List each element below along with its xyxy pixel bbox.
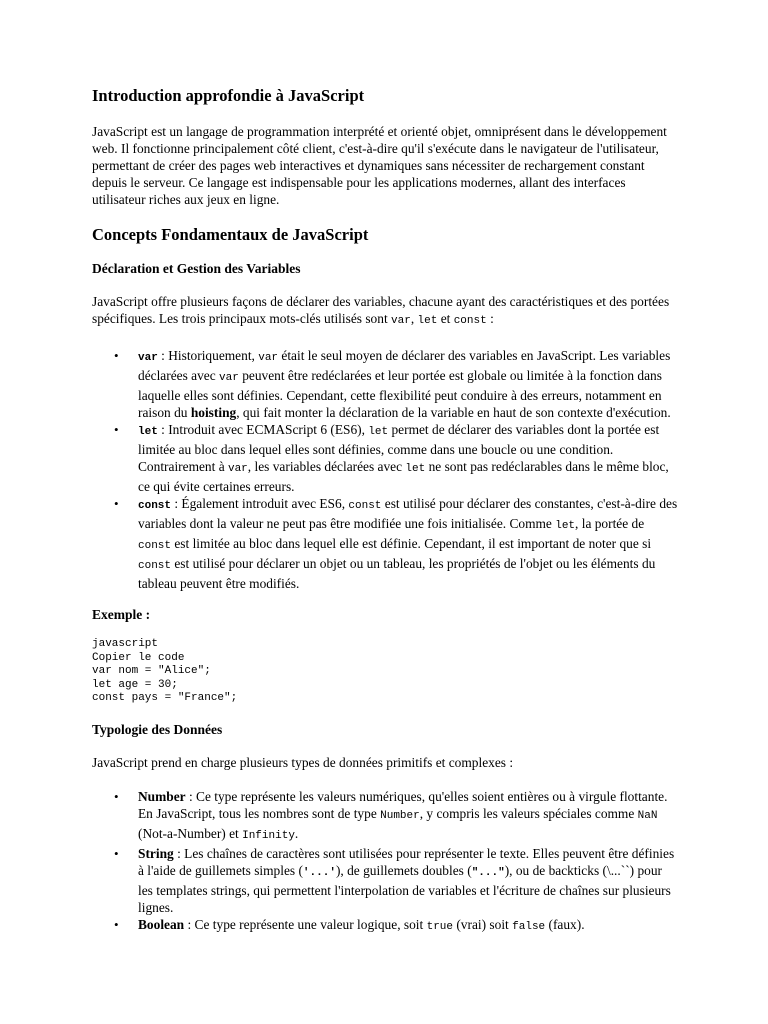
- var-item-text: : Historiquement,: [157, 348, 259, 363]
- code-line: const pays = "France";: [92, 692, 238, 704]
- number-item-text: (Not-a-Number) et: [138, 825, 243, 841]
- list-keyword-const: const: [138, 500, 172, 512]
- hoisting-term: hoisting: [190, 405, 237, 420]
- variables-keyword-list: [92, 347, 680, 592]
- inline-code-nan: NaN: [637, 809, 658, 822]
- inline-code-false: false: [512, 920, 546, 933]
- colon-end: :: [486, 311, 494, 326]
- type-label-string: String: [138, 845, 174, 861]
- inline-code-var: var: [227, 463, 248, 475]
- const-item-text: : Également introduit avec ES6,: [171, 496, 349, 511]
- inline-code-var: var: [258, 352, 279, 364]
- intro-paragraph: JavaScript est un langage de programmation interprété et orienté objet, omniprésent dans le développement web. Il fonctionne principalement côté client, c'est-à-dire qu'il s'exécute dans le navigateur de l'utilisateur, permettant de créer des pages web interactives et dynamiques sans nécessiter de rechargement constant depuis le serveur. Ce langage est indispensable pour les applications modernes, allant des interfaces utilisateur riches aux jeux en ligne.: [92, 124, 667, 207]
- list-item-var: [138, 347, 680, 421]
- number-item-text: : Ce type représente les valeurs numériques, qu'elles soient entières ou à virgule flottante. En JavaScript, tous les nombres sont de type: [138, 788, 668, 821]
- subsection-title-variables: Déclaration et Gestion des Variables: [92, 261, 301, 276]
- number-item-text: , y compris les valeurs spéciales comme: [419, 805, 638, 821]
- copy-code-label[interactable]: Copier le code: [92, 651, 185, 664]
- string-item-text: ), ou de backticks (: [504, 862, 607, 878]
- const-item-text: est utilisé pour déclarer des constantes, c'est-à-dire des variables dont la valeur ne peut pas être modifiée une fois initialisée. Comme: [138, 496, 678, 531]
- inline-code-double-quotes: "...": [471, 866, 505, 879]
- list-item-let: [138, 421, 680, 495]
- string-item-text: ) pour les templates strings, qui permettent l'interpolation de variables et l'écriture de chaînes sur plusieurs lignes.: [138, 862, 671, 915]
- subsection-title-types: Typologie des Données: [92, 721, 223, 737]
- list-item-boolean: [138, 916, 680, 936]
- let-item-text: permet de déclarer des variables dont la portée est limitée au bloc dans lequel elles sont définies, comme dans une boucle ou une condition. Contrairement à: [138, 422, 660, 474]
- type-label-boolean: Boolean: [138, 916, 185, 932]
- list-item-number: [138, 788, 680, 845]
- string-item-text: ), de guillemets doubles (: [335, 862, 472, 878]
- code-line: javascript: [92, 638, 159, 650]
- inline-code-var: var: [219, 372, 239, 384]
- boolean-item-text: (faux).: [545, 916, 585, 932]
- inline-code-true: true: [426, 920, 453, 933]
- let-item-text: ne sont pas redéclarables dans le même bloc, ce qui évite certaines erreurs.: [138, 459, 669, 494]
- code-line: let age = 30;: [92, 678, 178, 691]
- let-item-text: , les variables déclarées avec: [247, 459, 406, 474]
- const-item-text: est limitée au bloc dans lequel elle est définie. Cependant, il est important de noter que si: [171, 536, 652, 551]
- const-item-text: , la portée de: [575, 516, 645, 531]
- type-label-number: Number: [138, 788, 186, 804]
- variables-intro-paragraph: [92, 293, 680, 330]
- data-types-list: [92, 788, 680, 936]
- inline-code-let: let: [405, 463, 426, 475]
- list-keyword-var: var: [138, 352, 158, 364]
- list-keyword-let: let: [138, 426, 158, 438]
- keyword-var: var: [391, 315, 411, 327]
- let-item-text: : Introduit avec ECMAScript 6 (ES6),: [157, 422, 369, 437]
- keyword-const: const: [453, 315, 487, 327]
- inline-code-number: Number: [380, 809, 420, 822]
- inline-code-single-quotes: '...': [302, 866, 336, 879]
- var-item-text: peuvent être redéclarées et leur portée est globale ou limitée à la fonction dans laquelle elles sont définies. Cependant, cette flexibilité peut conduire à des erreurs, notamment en raison du: [138, 368, 662, 420]
- inline-code-const: const: [138, 540, 172, 552]
- inline-code-let: let: [555, 520, 576, 532]
- inline-code-const: const: [138, 560, 172, 572]
- inline-code-const: const: [348, 500, 382, 512]
- code-example[interactable]: [92, 638, 680, 706]
- var-item-text: , qui fait monter la déclaration de la variable en haut de son contexte d'exécution.: [236, 405, 671, 420]
- list-item-string: [138, 845, 680, 916]
- section-title-concepts: Concepts Fondamentaux de JavaScript: [92, 225, 369, 244]
- separator-and: et: [437, 311, 454, 326]
- var-item-text: était le seul moyen de déclarer des variables en JavaScript. Les variables déclarées avec: [138, 348, 671, 383]
- const-item-text: est utilisé pour déclarer un objet ou un tableau, les propriétés de l'objet ou les éléments du tableau peuvent être modifiés.: [138, 556, 656, 591]
- number-item-text: .: [294, 825, 299, 841]
- document-title: Introduction approfondie à JavaScript: [92, 86, 365, 105]
- example-title: Exemple :: [92, 607, 151, 622]
- list-item-const: [138, 495, 680, 592]
- code-line: var nom = "Alice";: [92, 665, 211, 677]
- inline-code-infinity: Infinity: [242, 829, 295, 842]
- inline-backticks: \...``: [606, 862, 630, 878]
- string-item-text: : Les chaînes de caractères sont utilisées pour représenter le texte. Elles peuvent être définies à l'aide de guillemets simples (: [138, 845, 675, 878]
- inline-code-let: let: [368, 426, 389, 438]
- boolean-item-text: : Ce type représente une valeur logique, soit: [184, 916, 427, 932]
- boolean-item-text: (vrai) soit: [453, 916, 513, 932]
- keyword-let: let: [417, 315, 438, 327]
- variables-intro-text: JavaScript offre plusieurs façons de déclarer des variables, chacune ayant des caractéristiques et des portées spécifiques. Les trois principaux mots-clés utilisés sont: [92, 294, 670, 326]
- separator-comma: ,: [410, 311, 418, 326]
- types-intro-paragraph: JavaScript prend en charge plusieurs types de données primitifs et complexes :: [92, 754, 514, 770]
